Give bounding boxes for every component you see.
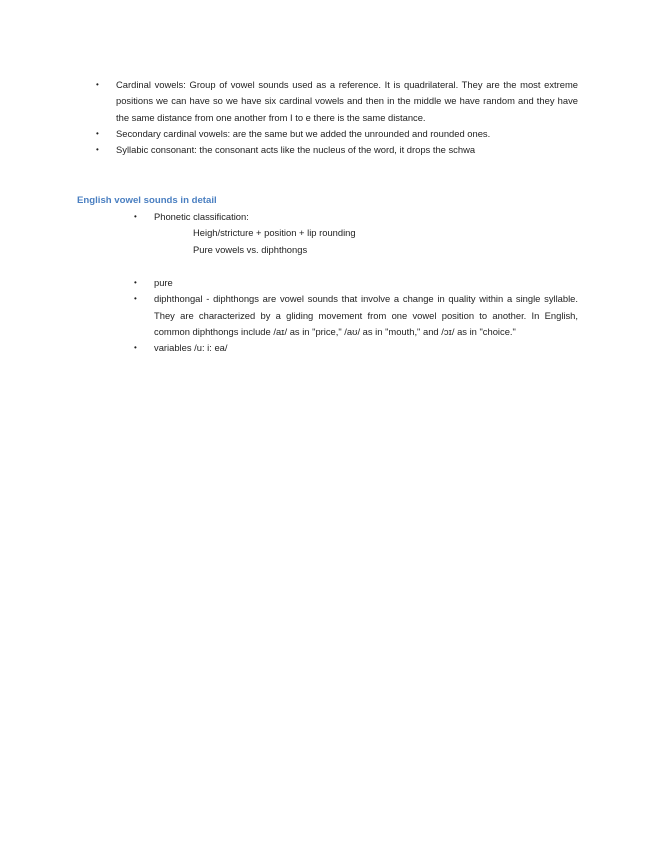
bullet-cardinal-vowels: • Cardinal vowels: Group of vowel sounds used as a reference. It is quadrilateral. They are the most extreme positions we can have so we have six cardinal vowels and then in the middle we have random and they have the same distance from one another from I to e there is the same distance. (116, 77, 578, 126)
sub-line-pure-vs-diphthongs: Pure vowels vs. diphthongs (193, 243, 308, 255)
bullet-variables: • variables /u: i: ea/ (154, 340, 578, 356)
bullet-phonetic-classification (154, 209, 578, 258)
bullet-syllabic-consonant: • Syllabic consonant: the consonant acts like the nucleus of the word, it drops the schwa (116, 142, 578, 158)
vowel-types-list (154, 275, 578, 356)
phonetic-sub-lines (154, 225, 578, 258)
phonetic-classification-list (154, 209, 578, 258)
top-bullet-list (116, 77, 578, 158)
sub-line-height-position: Heigh/stricture + position + lip rounding (193, 227, 356, 239)
bullet-secondary-cardinal-vowels: • Secondary cardinal vowels: are the same but we added the unrounded and rounded ones. (116, 126, 578, 142)
bullet-pure: • pure (154, 275, 578, 291)
bullet-diphthongal: • diphthongal - diphthongs are vowel sounds that involve a change in quality within a single syllable. They are characterized by a gliding movement from one vowel position to another. In English, common diphthongs include /aɪ/ as in "price," /aʊ/ as in "mouth," and /ɔɪ/ as in "choice." (154, 291, 578, 340)
section-heading: English vowel sounds in detail (77, 195, 217, 206)
phonetic-classification-label: Phonetic classification: (154, 211, 249, 222)
